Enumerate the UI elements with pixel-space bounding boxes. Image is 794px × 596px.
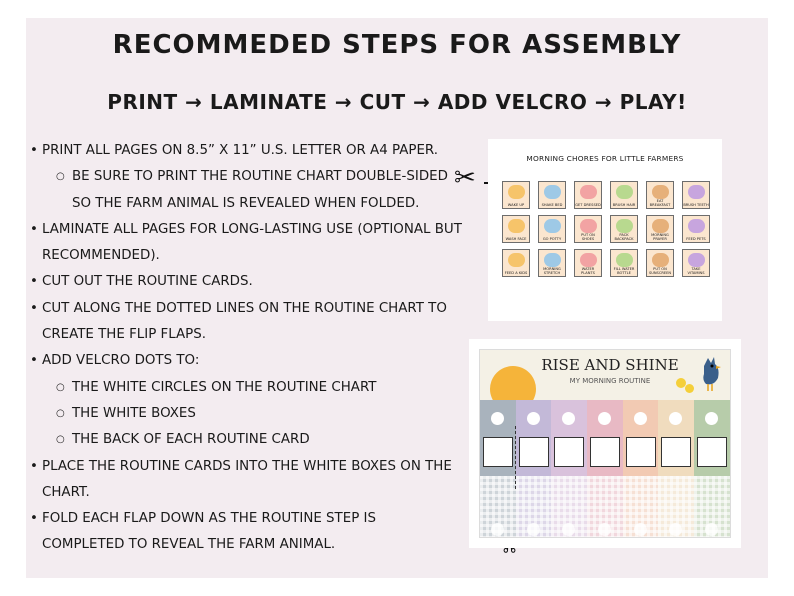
flap-circle	[634, 523, 647, 536]
chart-columns	[480, 400, 730, 538]
card-slot-box	[697, 437, 727, 467]
chore-card-label: PUT ON SHOES	[581, 233, 595, 241]
chart-column	[587, 400, 623, 538]
chore-card	[502, 181, 530, 209]
chore-card-label: PUT ON SUNSCREEN	[648, 267, 672, 275]
chore-illustration	[508, 219, 525, 233]
chore-illustration	[544, 219, 561, 233]
chore-illustration	[688, 253, 705, 267]
chore-card-label: FILL WATER BOTTLE	[613, 267, 635, 275]
card-slot-box	[661, 437, 691, 467]
step-subitem: ○ THE BACK OF EACH ROUTINE CARD	[32, 427, 462, 453]
chore-card-label: WATER PLANTS	[581, 267, 595, 275]
steps-list	[32, 138, 462, 559]
step-item: • CUT OUT THE ROUTINE CARDS.	[32, 269, 462, 295]
chore-illustration	[616, 219, 633, 233]
chore-card-label: GO POTTY	[542, 237, 562, 241]
chore-card-label: BRUSH TEETH	[683, 203, 709, 207]
step-item: • PRINT ALL PAGES ON 8.5” X 11” U.S. LETTER OR A4 PAPER.	[32, 138, 462, 164]
scissors-icon: ✂	[454, 163, 476, 193]
page-subtitle: PRINT → LAMINATE → CUT → ADD VELCRO → PLAY!	[107, 90, 687, 114]
chore-illustration	[616, 253, 633, 267]
chore-card	[610, 249, 638, 277]
step-subitem: ○ THE WHITE BOXES	[32, 401, 462, 427]
flap-circle	[527, 523, 540, 536]
card-slot-box	[626, 437, 656, 467]
step-item: • ADD VELCRO DOTS TO:	[32, 348, 462, 374]
velcro-circle	[491, 412, 504, 425]
rooster-icon	[698, 354, 722, 392]
chore-cards-title: MORNING CHORES FOR LITTLE FARMERS	[526, 154, 684, 163]
page-title: RECOMMEDED STEPS FOR ASSEMBLY	[112, 30, 682, 60]
chore-illustration	[544, 185, 561, 199]
cut-dotted-line	[515, 426, 516, 489]
chore-illustration	[688, 219, 705, 233]
chore-illustration	[652, 219, 669, 233]
chore-card	[682, 215, 710, 243]
card-slot-box	[554, 437, 584, 467]
chore-card-label: WASH FACE	[505, 237, 527, 241]
chore-card-label: SHAKE BED	[541, 203, 563, 207]
chore-card	[574, 215, 602, 243]
chore-card-label: WAKE UP	[507, 203, 525, 207]
chore-card	[538, 215, 566, 243]
chore-illustration	[652, 185, 669, 199]
chore-card	[610, 215, 638, 243]
chart-column	[480, 400, 516, 538]
chore-illustration	[616, 185, 633, 199]
velcro-circle	[598, 412, 611, 425]
chore-card-label: TAKE VITAMINS	[687, 267, 705, 275]
chore-card	[646, 249, 674, 277]
chore-card-label: BRUSH HAIR	[612, 203, 636, 207]
chore-card-label: EAT BREAKFAST	[649, 199, 671, 207]
chore-card	[502, 249, 530, 277]
chore-card-label: MORNING STRETCH	[543, 267, 561, 275]
chart-subheading: MY MORNING ROUTINE	[569, 377, 651, 385]
flap-circle	[598, 523, 611, 536]
chore-card-label: FEED PETS	[686, 237, 706, 241]
chart-column	[516, 400, 552, 538]
step-item: • LAMINATE ALL PAGES FOR LONG-LASTING USE (OPTIONAL BUT RECOMMENDED).	[32, 217, 462, 270]
chart-column	[658, 400, 694, 538]
routine-chart-preview	[469, 339, 741, 548]
card-slot-box	[519, 437, 549, 467]
step-item: • CUT ALONG THE DOTTED LINES ON THE ROUTINE CHART TO CREATE THE FLIP FLAPS.	[32, 296, 462, 349]
chore-illustration	[508, 185, 525, 199]
chore-card-label: MORNING PRAYER	[651, 233, 669, 241]
chore-card	[682, 181, 710, 209]
step-subitem: ○ THE WHITE CIRCLES ON THE ROUTINE CHART	[32, 375, 462, 401]
flap-circle	[491, 523, 504, 536]
chore-illustration	[652, 253, 669, 267]
chore-card	[538, 181, 566, 209]
chore-illustration	[688, 185, 705, 199]
chore-card	[646, 215, 674, 243]
chart-banner	[480, 350, 730, 400]
step-subitem: ○ BE SURE TO PRINT THE ROUTINE CHART DOUBLE-SIDED SO THE FARM ANIMAL IS REVEALED WHEN FOLDED.	[32, 164, 462, 217]
chore-card-label: PACK BACKPACK	[614, 233, 634, 241]
chore-illustration	[580, 253, 597, 267]
chore-illustration	[580, 219, 597, 233]
chore-card	[682, 249, 710, 277]
card-slot-box	[483, 437, 513, 467]
chore-card	[574, 249, 602, 277]
chore-card	[610, 181, 638, 209]
chore-cards-preview	[488, 139, 722, 321]
velcro-circle	[634, 412, 647, 425]
chore-card-label: FEED A KIDS	[504, 271, 528, 275]
velcro-circle	[527, 412, 540, 425]
routine-chart	[479, 349, 731, 538]
chore-card-label: GET DRESSED	[575, 203, 601, 207]
chore-card	[574, 181, 602, 209]
chart-heading: RISE AND SHINE	[541, 356, 679, 374]
chart-column	[694, 400, 730, 538]
chore-cards-grid	[502, 181, 710, 277]
card-slot-box	[590, 437, 620, 467]
chart-column	[551, 400, 587, 538]
step-item: • FOLD EACH FLAP DOWN AS THE ROUTINE STEP IS COMPLETED TO REVEAL THE FARM ANIMAL.	[32, 506, 462, 559]
chart-column	[623, 400, 659, 538]
step-item: • PLACE THE ROUTINE CARDS INTO THE WHITE BOXES ON THE CHART.	[32, 454, 462, 507]
chore-card	[538, 249, 566, 277]
chick-icon	[685, 384, 694, 393]
chore-illustration	[508, 253, 525, 267]
chore-card	[502, 215, 530, 243]
chore-illustration	[544, 253, 561, 267]
chore-card	[646, 181, 674, 209]
chore-illustration	[580, 185, 597, 199]
